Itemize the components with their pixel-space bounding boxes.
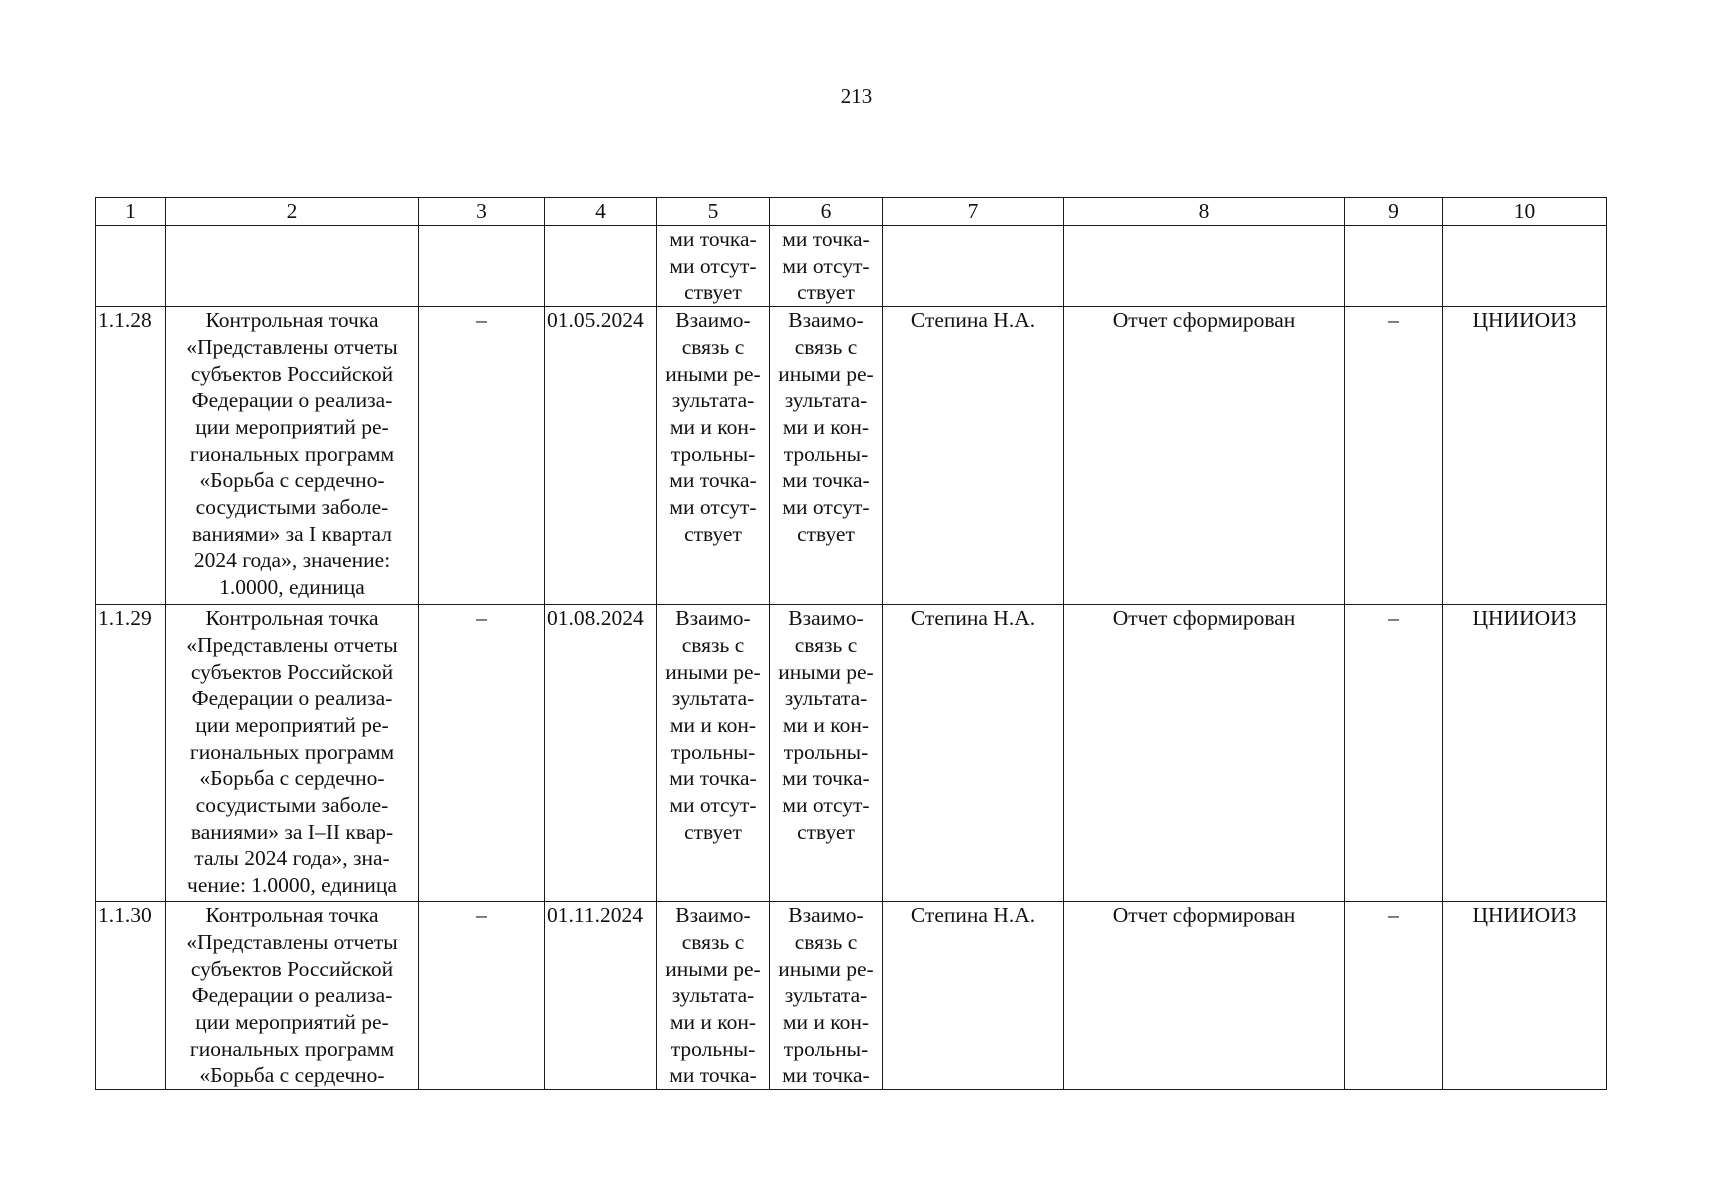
relation-cell: Взаимо- связь с иными ре- зультата- ми и кон- трольны- ми точка- ми отсут- ствует — [770, 307, 883, 605]
table-cell — [545, 226, 657, 307]
column-header: 10 — [1443, 198, 1607, 226]
relation-cell: Взаимо- связь с иными ре- зультата- ми и кон- трольны- ми точка- — [657, 902, 770, 1090]
control-point-description: Контрольная точка «Представлены отчеты субъектов Российской Федерации о реализа- ции мероприятий ре- гиональных программ «Борьба с сердечно- — [166, 902, 419, 1090]
column-header: 8 — [1064, 198, 1345, 226]
table-cell — [166, 226, 419, 307]
responsible-cell: Степина Н.А. — [883, 605, 1064, 902]
dash-cell: – — [1345, 605, 1443, 902]
organization-cell: ЦНИИОИЗ — [1443, 307, 1607, 605]
relation-cell: Взаимо- связь с иными ре- зультата- ми и кон- трольны- ми точка- ми отсут- ствует — [770, 605, 883, 902]
relation-cell: Взаимо- связь с иными ре- зультата- ми и кон- трольны- ми точка- ми отсут- ствует — [657, 605, 770, 902]
continuation-row — [96, 226, 1607, 307]
page-number: 213 — [840, 84, 873, 108]
date-cell: 01.11.2024 — [545, 902, 657, 1090]
organization-cell: ЦНИИОИЗ — [1443, 902, 1607, 1090]
header-row — [96, 198, 1607, 226]
table-row — [96, 902, 1607, 1090]
column-header: 5 — [657, 198, 770, 226]
responsible-cell: Степина Н.А. — [883, 307, 1064, 605]
relation-cell: Взаимо- связь с иными ре- зультата- ми и кон- трольны- ми точка- — [770, 902, 883, 1090]
relation-cell: ми точка- ми отсут- ствует — [770, 226, 883, 307]
column-header: 7 — [883, 198, 1064, 226]
dash-cell: – — [419, 307, 545, 605]
responsible-cell: Степина Н.А. — [883, 902, 1064, 1090]
date-cell: 01.08.2024 — [545, 605, 657, 902]
relation-cell: Взаимо- связь с иными ре- зультата- ми и кон- трольны- ми точка- ми отсут- ствует — [657, 307, 770, 605]
column-header: 6 — [770, 198, 883, 226]
table-cell — [419, 226, 545, 307]
dash-cell: – — [419, 605, 545, 902]
table-row — [96, 307, 1607, 605]
row-number: 1.1.28 — [96, 307, 166, 605]
row-number: 1.1.29 — [96, 605, 166, 902]
dash-cell: – — [1345, 307, 1443, 605]
date-cell: 01.05.2024 — [545, 307, 657, 605]
result-cell: Отчет сформирован — [1064, 902, 1345, 1090]
organization-cell: ЦНИИОИЗ — [1443, 605, 1607, 902]
control-points-table — [95, 197, 1607, 1090]
column-header: 1 — [96, 198, 166, 226]
table-row — [96, 605, 1607, 902]
table-cell — [96, 226, 166, 307]
relation-cell: ми точка- ми отсут- ствует — [657, 226, 770, 307]
result-cell: Отчет сформирован — [1064, 307, 1345, 605]
column-header: 2 — [166, 198, 419, 226]
column-header: 4 — [545, 198, 657, 226]
dash-cell: – — [1345, 902, 1443, 1090]
row-number: 1.1.30 — [96, 902, 166, 1090]
control-point-description: Контрольная точка «Представлены отчеты субъектов Российской Федерации о реализа- ции мероприятий ре- гиональных программ «Борьба с сердечно- сосудистыми заболе- ваниями» за I–II квар- талы 2024 года», зна- чение: 1.0000, единица — [166, 605, 419, 902]
control-point-description: Контрольная точка «Представлены отчеты субъектов Российской Федерации о реализа- ции мероприятий ре- гиональных программ «Борьба с сердечно- сосудистыми заболе- ваниями» за I квартал 2024 года», значение: 1.0000, единица — [166, 307, 419, 605]
table-cell — [1345, 226, 1443, 307]
column-header: 3 — [419, 198, 545, 226]
result-cell: Отчет сформирован — [1064, 605, 1345, 902]
table-cell — [1443, 226, 1607, 307]
dash-cell: – — [419, 902, 545, 1090]
column-header: 9 — [1345, 198, 1443, 226]
table-cell — [883, 226, 1064, 307]
table-cell — [1064, 226, 1345, 307]
